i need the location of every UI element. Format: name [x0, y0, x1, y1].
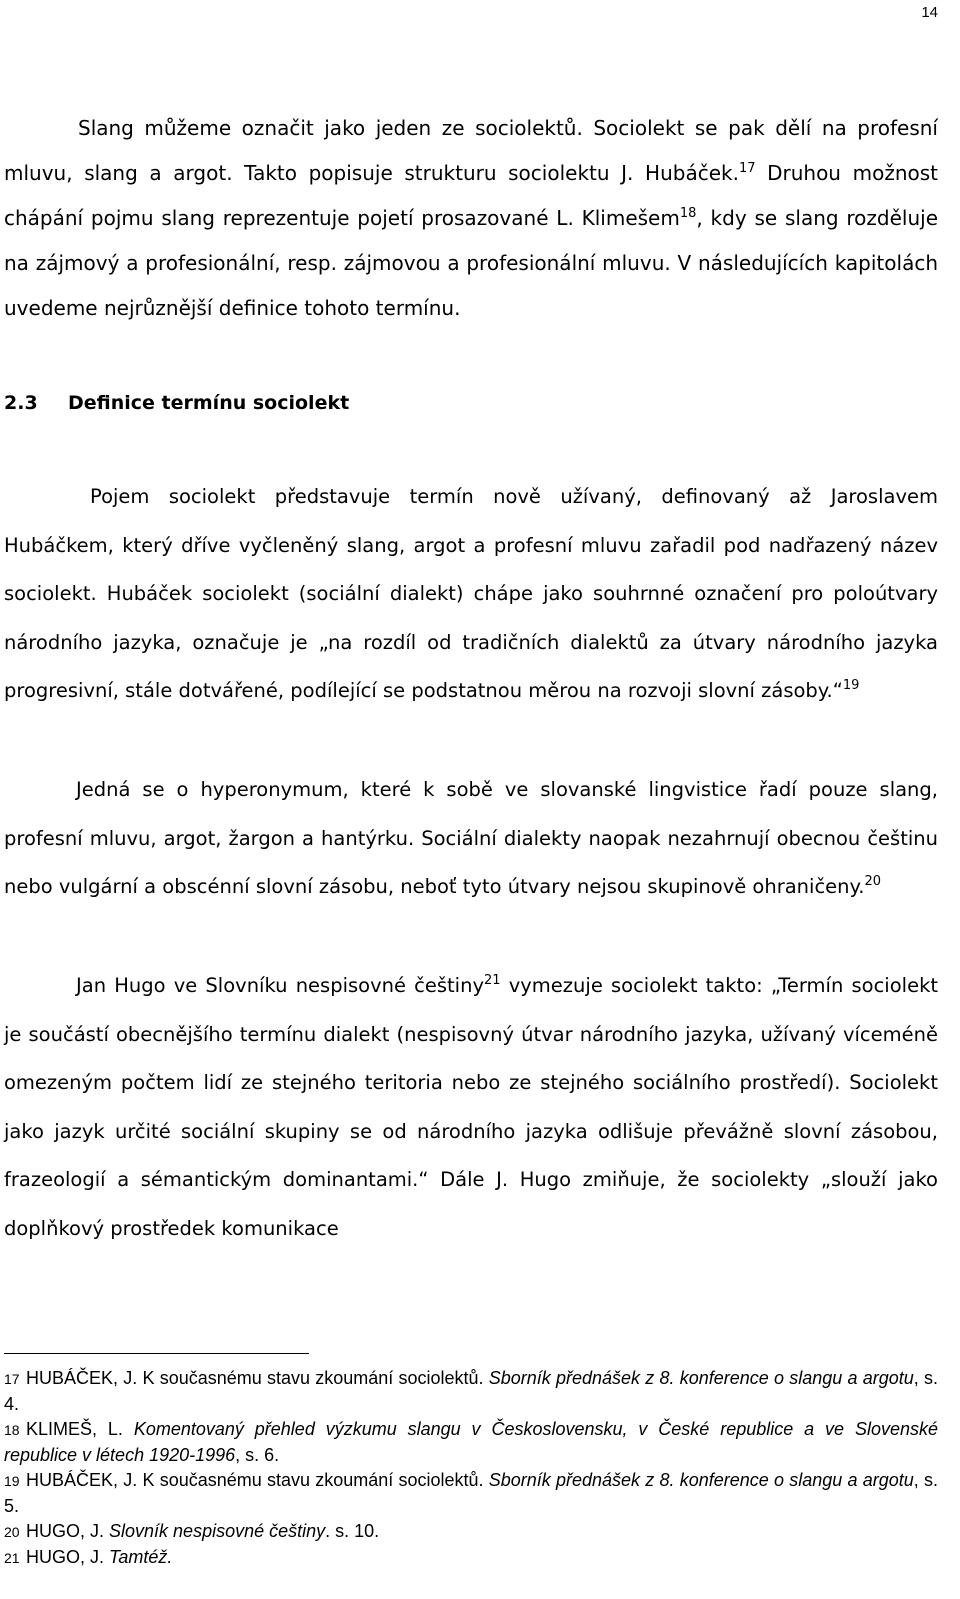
section-title: Definice termínu sociolekt [68, 392, 350, 414]
paragraph-hugo [4, 962, 938, 1253]
paragraph-text: Jan Hugo ve Slovníku nespisovné češtiny [76, 974, 485, 997]
footnote-ref-19[interactable]: 19 [842, 678, 860, 693]
footnotes [4, 1366, 938, 1571]
footnote-title: Komentovaný přehled výzkumu slangu v Československu, v České republice a ve Slovenské republice v létech 1920-1996 [4, 1419, 938, 1465]
footnote-title: Sborník přednášek z 8. konference o slangu a argotu [488, 1470, 914, 1490]
footnote-text: , s. 6. [235, 1445, 280, 1465]
footnote-ref-20[interactable]: 20 [864, 874, 882, 889]
page-number: 14 [921, 4, 938, 21]
paragraph-text: Jedná se o hyperonymum, které k sobě ve slovanské lingvistice řadí pouze slang, profesní mluvu, argot, žargon a hantýrku. Sociální dialekty naopak nezahrnují obecnou češtinu nebo vulgární a obscénní slovní zásobu, neboť tyto útvary nejsou skupinově ohraničeny. [4, 778, 938, 898]
paragraph-text: , kdy se slang rozděluje na zájmový a profesionální, resp. zájmovou a profesionální mluvu. V následujících kapitolách uvedeme nejrůznější definice tohoto termínu. [4, 206, 938, 320]
footnote-ref-18[interactable]: 18 [679, 206, 697, 221]
paragraph-hyperonym [4, 766, 938, 912]
footnote-title: Sborník přednášek z 8. konference o slangu a argotu [488, 1368, 914, 1388]
footnote-text: , s. 4. [4, 1368, 938, 1414]
footnote-text: , s. 5. [4, 1470, 938, 1516]
footnote-number: 20 [4, 1524, 20, 1540]
footnote-number: 18 [4, 1422, 20, 1438]
footnote-text: HUGO, J. [26, 1547, 110, 1567]
footnote-title: Slovník nespisovné češtiny [109, 1521, 326, 1541]
footnote-17 [4, 1366, 938, 1417]
paragraph-slang-intro [4, 106, 938, 331]
footnote-number: 19 [4, 1473, 20, 1489]
footnote-title: Tamtéž. [109, 1547, 173, 1567]
footnote-text: HUGO, J. [26, 1521, 110, 1541]
paragraph-text: Druhou možnost chápání pojmu slang reprezentuje pojetí prosazované L. Klimešem [4, 161, 938, 230]
footnote-20 [4, 1519, 938, 1545]
footnote-text: KLIMEŠ, L. [26, 1419, 134, 1439]
footnote-number: 17 [4, 1371, 20, 1387]
footnote-ref-21[interactable]: 21 [484, 973, 501, 988]
footnote-separator [4, 1353, 309, 1354]
footnote-21 [4, 1545, 938, 1571]
footnote-number: 21 [4, 1550, 20, 1566]
footnote-ref-17[interactable]: 17 [738, 161, 756, 176]
footnote-text: HUBÁČEK, J. K současnému stavu zkoumání sociolektů. [26, 1368, 489, 1388]
paragraph-text: Pojem sociolekt představuje termín nově užívaný, definovaný až Jaroslavem Hubáčkem, který dříve vyčleněný slang, argot a profesní mluvu zařadil pod nadřazený název sociolekt. Hubáček sociolekt (sociální dialekt) chápe jako souhrnné označení pro poloútvary národního jazyka, označuje je „na rozdíl od tradičních dialektů za útvary národního jazyka progresivní, stále dotvářené, podílející se podstatnou měrou na rozvoji slovní zásoby.“ [4, 485, 938, 702]
paragraph-text: vymezuje sociolekt takto: „Termín sociolekt je součástí obecnějšího termínu dialekt (nespisovný útvar národního jazyka, užívaný víceméně omezeným počtem lidí ze stejného teritoria nebo ze stejného sociálního prostředí). Sociolekt jako jazyk určité sociální skupiny se od národního jazyka odlišuje převážně slovní zásobou, frazeologií a sémantickým dominantami.“ Dále J. Hugo zmiňuje, že sociolekty „slouží jako doplňkový prostředek komunikace [4, 974, 939, 1240]
section-heading [4, 392, 349, 414]
footnote-18 [4, 1417, 938, 1468]
footnote-19 [4, 1468, 938, 1519]
footnote-text: . s. 10. [325, 1521, 380, 1541]
footnote-text: HUBÁČEK, J. K současnému stavu zkoumání sociolektů. [26, 1470, 489, 1490]
section-number: 2.3 [4, 392, 38, 414]
paragraph-text: Slang můžeme označit jako jeden ze sociolektů. Sociolekt se pak dělí na profesní mluvu, slang a argot. Takto popisuje strukturu sociolektu J. Hubáček. [4, 116, 938, 185]
paragraph-definition [4, 473, 938, 716]
